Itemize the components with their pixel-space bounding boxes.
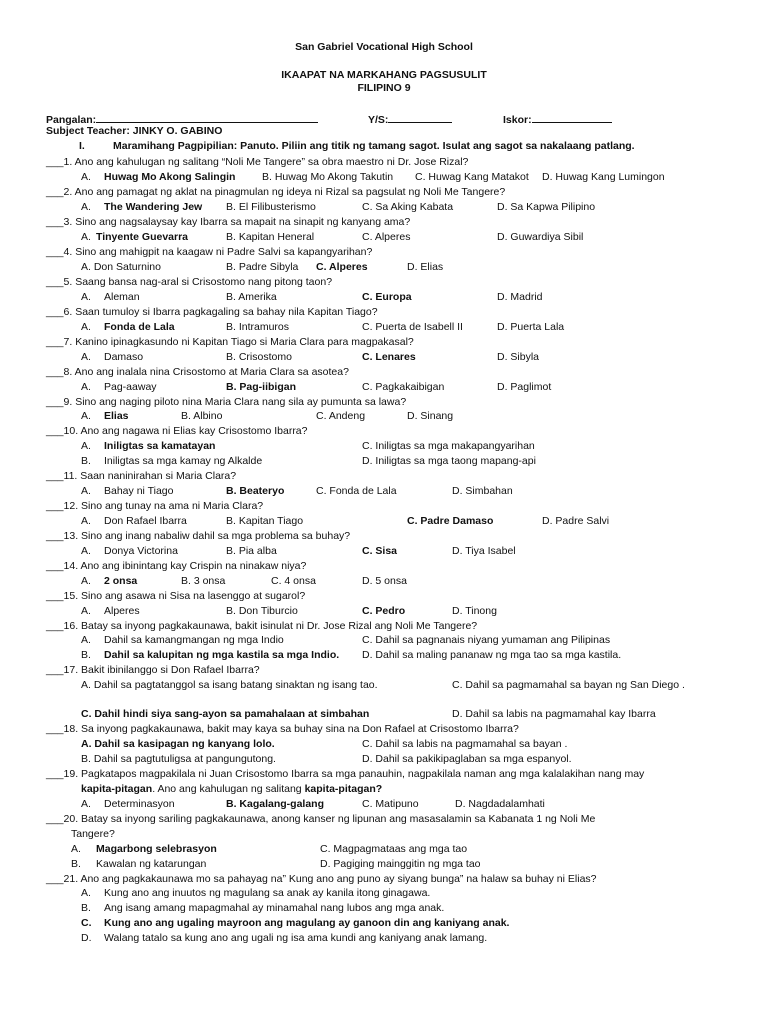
- option-b: B. Beateryo: [226, 485, 285, 497]
- question-text: ___6. Saan tumuloy si Ibarra pagkagaling sa bahay nila Kapitan Tiago?: [46, 306, 378, 318]
- option-d: D. Dahil sa maling pananaw ng mga tao sa mga kastila.: [362, 649, 622, 661]
- option-label: A.: [81, 515, 91, 527]
- question-text: ___10. Ano ang nagawa ni Elias kay Crisostomo Ibarra?: [46, 425, 308, 437]
- question-text-cont: [81, 783, 382, 795]
- option-c: C. Alperes: [316, 261, 368, 273]
- option-c: C. Dahil sa pagmamahal sa bayan ng San Diego .: [452, 679, 685, 691]
- option-label: B.: [81, 902, 91, 914]
- option-c: C. Pedro: [362, 605, 406, 617]
- option-d: D. Puerta Lala: [497, 321, 565, 333]
- option-c: C. Alperes: [362, 231, 411, 243]
- option-label: A.: [81, 798, 91, 810]
- option-d: D. Huwag Kang Lumingon: [542, 171, 665, 183]
- option-label: D.: [81, 932, 92, 944]
- question-text: ___14. Ano ang ibinintang kay Crispin na ninakaw niya?: [46, 560, 307, 572]
- option-a: Iniligtas sa kamatayan: [104, 440, 216, 452]
- ys-blank[interactable]: [388, 112, 452, 123]
- option-b: B. Pia alba: [226, 545, 277, 557]
- option-d: D. Padre Salvi: [542, 515, 610, 527]
- option-c-answer: C. Dahil hindi siya sang-ayon sa pamahalaan at simbahan: [81, 708, 370, 720]
- option-label: A.: [81, 887, 91, 899]
- option-d: D. Tiya Isabel: [452, 545, 516, 557]
- question-text-part: . Ano ang kahulugan ng salitang: [152, 783, 305, 795]
- option-label: A.: [81, 485, 91, 497]
- option-label: B.: [81, 649, 91, 661]
- ys-label: Y/S:: [368, 114, 389, 126]
- option-c: C. Huwag Kang Matakot: [415, 171, 529, 183]
- subject-teacher: Subject Teacher: JINKY O. GABINO: [46, 125, 223, 137]
- question-text: ___18. Sa inyong pagkakaunawa, bakit may kaya sa buhay sina na Don Rafael at Crisostomo Ibarra?: [46, 723, 519, 735]
- option-d: D. Dahil sa labis na pagmamahal kay Ibarra: [452, 708, 656, 720]
- option-c: C. Pagkakaibigan: [362, 381, 445, 393]
- option-b: B. Crisostomo: [226, 351, 292, 363]
- option-a: A. Dahil sa kasipagan ng kanyang lolo.: [81, 738, 275, 750]
- option-a: Determinasyon: [104, 798, 175, 810]
- score-field[interactable]: [503, 112, 612, 126]
- option-d: D. Dahil sa pakikipaglaban sa mga espanyol.: [362, 753, 572, 765]
- option-b: B. 3 onsa: [181, 575, 226, 587]
- option-c: C. Puerta de Isabell II: [362, 321, 463, 333]
- option-d: D. Paglimot: [497, 381, 552, 393]
- option-d: D. Nagdadalamhati: [455, 798, 545, 810]
- option-d: D. Iniligtas sa mga taong mapang-api: [362, 455, 536, 467]
- option-b: Iniligtas sa mga kamay ng Alkalde: [104, 455, 263, 467]
- option-label: A.: [81, 201, 91, 213]
- option-b: B. Dahil sa pagtutuligsa at pangungutong.: [81, 753, 276, 765]
- question-text: ___20. Batay sa inyong sariling pagkakaunawa, anong kanser ng lipunan ang masasalamin sa Kabanata 1 ng Noli Me: [46, 813, 596, 825]
- option-label: A.: [71, 843, 81, 855]
- option-d: D. Sinang: [407, 410, 454, 422]
- score-label: Iskor:: [503, 114, 532, 126]
- option-b: Kawalan ng katarungan: [96, 858, 207, 870]
- option-c: C. Europa: [362, 291, 412, 303]
- option-label: B.: [81, 455, 91, 467]
- exam-title: IKAAPAT NA MARKAHANG PAGSUSULIT: [281, 69, 487, 81]
- question-text: ___8. Ano ang inalala nina Crisostomo at Maria Clara sa asotea?: [46, 366, 349, 378]
- option-b: B. Kagalang-galang: [226, 798, 325, 810]
- option-d: D. Simbahan: [452, 485, 513, 497]
- option-label: A.: [81, 634, 91, 646]
- question-text: ___15. Sino ang asawa ni Sisa na lasenggo at sugarol?: [46, 590, 306, 602]
- option-label: A.: [81, 291, 91, 303]
- option-d: D. Guwardiya Sibil: [497, 231, 584, 243]
- option-a: Don Rafael Ibarra: [104, 515, 187, 527]
- option-a: Pag-aaway: [104, 381, 157, 393]
- option-a: Huwag Mo Akong Salingin: [104, 171, 236, 183]
- option-b: B. Pag-iibigan: [226, 381, 297, 393]
- option-c: C. Fonda de Lala: [316, 485, 397, 497]
- option-c: C. Dahil sa labis na pagmamahal sa bayan .: [362, 738, 568, 750]
- question-text: ___19. Pagkatapos magpakilala ni Juan Crisostomo Ibarra sa mga panauhin, nagpakilala naman ang mga kalalakihan nang may: [46, 768, 645, 780]
- option-a: A. Dahil sa pagtatanggol sa isang batang sinaktan ng isang tao.: [81, 679, 378, 691]
- option-a: Alperes: [104, 605, 140, 617]
- option-b: B. Intramuros: [226, 321, 290, 333]
- option-label: C.: [81, 917, 92, 929]
- question-text: ___11. Saan naninirahan si Maria Clara?: [46, 470, 237, 482]
- question-text: ___21. Ano ang pagkakaunawa mo sa pahayag na” Kung ano ang puno ay siyang bunga” na halaw sa buhay ni Elias?: [46, 873, 597, 885]
- option-a: Kung ano ang inuutos ng magulang sa anak ay kanila itong ginagawa.: [104, 887, 431, 899]
- option-d: D. Pagiging mainggitin ng mga tao: [320, 858, 481, 870]
- option-b: B. Padre Sibyla: [226, 261, 299, 273]
- question-text: ___5. Saang bansa nag-aral si Crisostomo nang pitong taon?: [46, 276, 333, 288]
- option-label: A.: [81, 321, 91, 333]
- subject-title: FILIPINO 9: [357, 82, 411, 94]
- option-label: A.: [81, 351, 91, 363]
- option-label: B.: [71, 858, 81, 870]
- option-b: B. Don Tiburcio: [226, 605, 298, 617]
- question-text: ___1. Ano ang kahulugan ng salitang “Noli Me Tangere” sa obra maestro ni Dr. Jose Rizal?: [46, 156, 469, 168]
- option-label: A.: [81, 231, 91, 243]
- option-d: D. Elias: [407, 261, 444, 273]
- ys-field[interactable]: [368, 112, 452, 126]
- option-a: A. Don Saturnino: [81, 261, 161, 273]
- option-b: Dahil sa kalupitan ng mga kastila sa mga Indio.: [104, 649, 340, 661]
- option-label: A.: [81, 545, 91, 557]
- name-blank[interactable]: [96, 112, 318, 123]
- option-c: C. Matipuno: [362, 798, 419, 810]
- option-a: Elias: [104, 410, 129, 422]
- option-label: A.: [81, 171, 91, 183]
- name-field[interactable]: [46, 112, 318, 126]
- name-label: Pangalan:: [46, 114, 97, 126]
- option-b: B. Kapitan Tiago: [226, 515, 304, 527]
- option-c: C. Iniligtas sa mga makapangyarihan: [362, 440, 535, 452]
- option-b: B. Kapitan Heneral: [226, 231, 315, 243]
- option-c: C. 4 onsa: [271, 575, 316, 587]
- option-c: C. Andeng: [316, 410, 366, 422]
- question-text-cont: Tangere?: [71, 828, 115, 840]
- option-label: A.: [81, 575, 91, 587]
- option-a: Dahil sa kamangmangan ng mga Indio: [104, 634, 284, 646]
- option-label: A.: [81, 410, 91, 422]
- option-d: D. Madrid: [497, 291, 543, 303]
- option-b: Ang isang amang mapagmahal ay minamahal nang lubos ang mga anak.: [104, 902, 445, 914]
- option-c: C. Sisa: [362, 545, 398, 557]
- option-c: C. Magpagmataas ang mga tao: [320, 843, 468, 855]
- question-text: ___9. Sino ang naging piloto nina Maria Clara nang sila ay pumunta sa lawa?: [46, 396, 407, 408]
- highlight-word: kapita-pitagan: [81, 783, 153, 795]
- option-b: B. Huwag Mo Akong Takutin: [262, 171, 394, 183]
- option-d: D. Sa Kapwa Pilipino: [497, 201, 596, 213]
- option-a: The Wandering Jew: [104, 201, 203, 213]
- option-b: B. Albino: [181, 410, 223, 422]
- option-b: B. Amerika: [226, 291, 277, 303]
- question-text: ___7. Kanino ipinagkasundo ni Kapitan Tiago si Maria Clara para magpakasal?: [46, 336, 414, 348]
- option-c: C. Padre Damaso: [407, 515, 494, 527]
- score-blank[interactable]: [532, 112, 612, 123]
- option-c: Kung ano ang ugaling mayroon ang magulang ay ganoon din ang kaniyang anak.: [104, 917, 510, 929]
- question-text: ___13. Sino ang inang nabaliw dahil sa mga problema sa buhay?: [46, 530, 351, 542]
- question-text: ___17. Bakit ibinilanggo si Don Rafael Ibarra?: [46, 664, 260, 676]
- highlight-word: kapita-pitagan?: [304, 783, 383, 795]
- option-a: Aleman: [104, 291, 140, 303]
- option-c: C. Dahil sa pagnanais niyang yumaman ang Pilipinas: [362, 634, 611, 646]
- option-a: Magarbong selebrasyon: [96, 843, 217, 855]
- question-text: ___12. Sino ang tunay na ama ni Maria Clara?: [46, 500, 264, 512]
- option-a: Tinyente Guevarra: [96, 231, 189, 243]
- option-d: D. Sibyla: [497, 351, 540, 363]
- option-d: Walang tatalo sa kung ano ang ugali ng isa ama kundi ang kaniyang anak lamang.: [104, 932, 488, 944]
- option-a: Bahay ni Tiago: [104, 485, 174, 497]
- section-instructions: Maramihang Pagpipilian: Panuto. Piliin ang titik ng tamang sagot. Isulat ang sagot sa nakalaang patlang.: [113, 140, 635, 152]
- option-c: C. Lenares: [362, 351, 416, 363]
- section-number: I.: [79, 140, 85, 152]
- question-text: ___4. Sino ang mahigpit na kaagaw ni Padre Salvi sa kapangyarihan?: [46, 246, 373, 258]
- option-label: A.: [81, 605, 91, 617]
- option-a: Donya Victorina: [104, 545, 178, 557]
- option-d: D. 5 onsa: [362, 575, 407, 587]
- option-b: B. El Filibusterismo: [226, 201, 316, 213]
- option-d: D. Tinong: [452, 605, 497, 617]
- option-a: Fonda de Lala: [104, 321, 175, 333]
- option-label: A.: [81, 381, 91, 393]
- school-name: San Gabriel Vocational High School: [295, 41, 473, 53]
- question-text: ___16. Batay sa inyong pagkakaunawa, bakit isinulat ni Dr. Jose Rizal ang Noli Me Tangere?: [46, 620, 478, 632]
- question-text: ___2. Ano ang pamagat ng aklat na pinagmulan ng ideya ni Rizal sa pagsulat ng Noli Me Tangere?: [46, 186, 506, 198]
- option-label: A.: [81, 440, 91, 452]
- option-a: 2 onsa: [104, 575, 138, 587]
- question-text: ___3. Sino ang nagsalaysay kay Ibarra sa mapait na sinapit ng kanyang ama?: [46, 216, 411, 228]
- option-c: C. Sa Aking Kabata: [362, 201, 454, 213]
- option-a: Damaso: [104, 351, 144, 363]
